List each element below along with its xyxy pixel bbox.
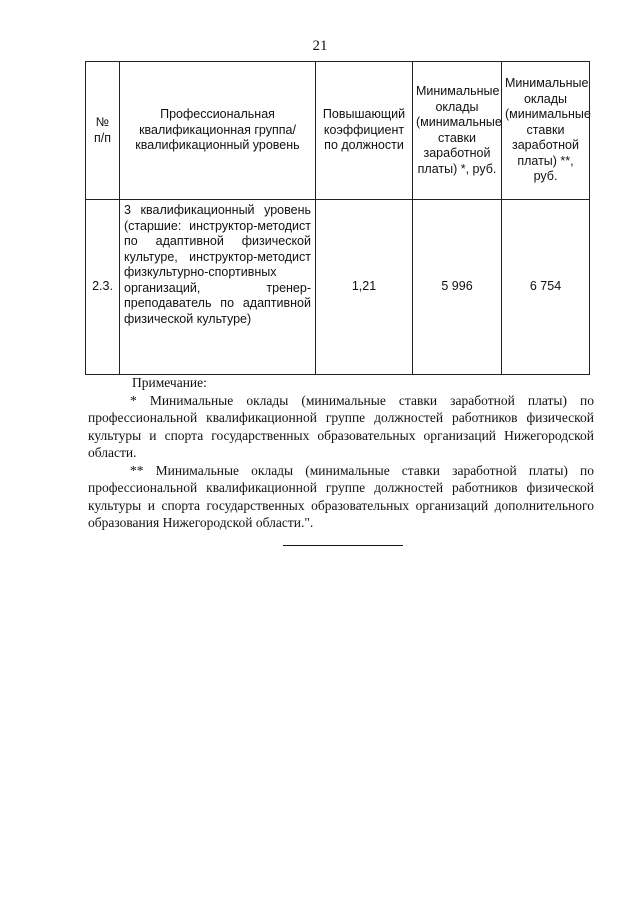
note-double-asterisk: ** Минимальные оклады (минимальные ставки заработной платы) по профессиональной квалификационной группе должностей работников физической культуры и спорта государственных образовательных организаций дополнительного образования Нижегородской области.". bbox=[88, 462, 594, 530]
header-salary-1: Минимальные оклады (минимальные ставки заработной платы) *, руб. bbox=[413, 62, 502, 200]
notes-title: Примечание: bbox=[132, 375, 207, 390]
cell-salary-2: 6 754 bbox=[502, 200, 590, 375]
header-coefficient: Повышающий коэффициент по должности bbox=[316, 62, 413, 200]
header-number: № п/п bbox=[86, 62, 120, 200]
salary-table bbox=[85, 61, 590, 375]
cell-number: 2.3. bbox=[86, 200, 120, 375]
cell-coefficient: 1,21 bbox=[316, 200, 413, 375]
header-group: Профессиональная квалификационная группа/квалификационный уровень bbox=[120, 62, 316, 200]
cell-salary-1: 5 996 bbox=[413, 200, 502, 375]
notes bbox=[88, 374, 594, 532]
closing-rule bbox=[283, 545, 403, 546]
header-salary-2: Минимальные оклады (минимальные ставки заработной платы) **, руб. bbox=[502, 62, 590, 200]
table-row bbox=[86, 200, 590, 375]
page-number: 21 bbox=[312, 38, 328, 54]
note-single-asterisk: * Минимальные оклады (минимальные ставки заработной платы) по профессиональной квалификационной группе должностей работников физической культуры и спорта государственных образовательных организаций Нижегородской области. bbox=[88, 392, 594, 460]
table-header-row bbox=[86, 62, 590, 200]
cell-group: 3 квалификационный уровень (старшие: инструктор-методист по адаптивной физической культуре, инструктор-методист физкультурно-спортивных организаций, тренер-преподаватель по адаптивной физической культуре) bbox=[120, 200, 316, 375]
